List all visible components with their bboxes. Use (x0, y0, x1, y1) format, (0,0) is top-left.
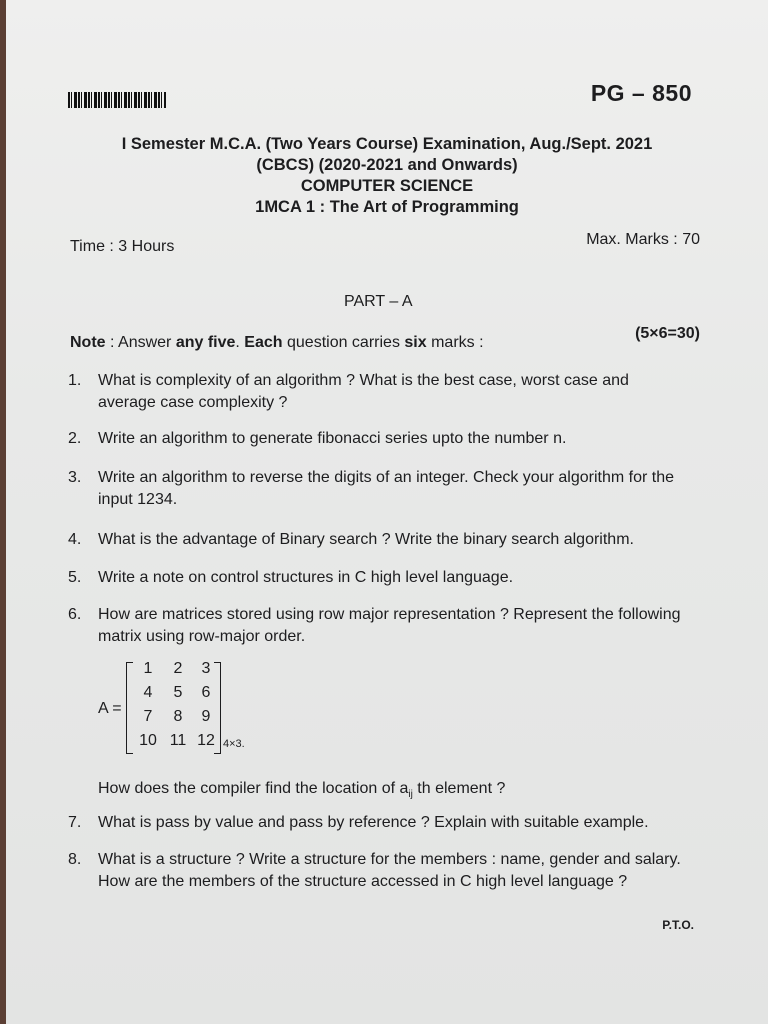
question-text: How are matrices stored using row major representation ? Represent the following matrix using row-major order. (98, 606, 681, 645)
question-3 (68, 467, 688, 511)
page-turn-note: P.T.O. (662, 918, 694, 932)
time-allowed: Time : 3 Hours (70, 238, 175, 255)
question-text: Write a note on control structures in C high level language. (98, 569, 514, 586)
matrix-cell: 5 (173, 684, 183, 701)
matrix-cell: 7 (143, 708, 153, 725)
matrix-cell: 8 (173, 708, 183, 725)
question-2 (68, 428, 688, 450)
note-text: . (235, 334, 245, 351)
question-text: What is pass by value and pass by reference ? Explain with suitable example. (98, 814, 649, 831)
question-4 (68, 529, 688, 551)
subject-title: COMPUTER SCIENCE (300, 177, 474, 195)
matrix-cells (132, 660, 220, 753)
course-title: 1MCA 1 : The Art of Programming (255, 198, 519, 216)
matrix-cell: 11 (169, 732, 187, 749)
matrix-cell: 1 (143, 660, 153, 677)
matrix-cell: 10 (139, 732, 157, 749)
question-number: 7. (68, 814, 82, 831)
note-emphasis: six (404, 334, 427, 351)
scheme-line: (CBCS) (2020-2021 and Onwards) (256, 156, 518, 174)
question-number: 8. (68, 851, 82, 868)
question-number: 5. (68, 569, 82, 586)
paper-code: PG – 850 (590, 80, 692, 106)
note-emphasis: any five (175, 334, 236, 351)
right-bracket (214, 662, 221, 754)
note-label: Note (70, 334, 106, 351)
question-text: Write an algorithm to reverse the digits of an integer. Check your algorithm for the input 1234. (98, 469, 674, 508)
part-heading: PART – A (344, 293, 413, 310)
question-6-followup (98, 780, 505, 800)
instruction-note (70, 334, 484, 352)
section-marks: (5×6=30) (635, 325, 700, 342)
question-text: What is the advantage of Binary search ? Write the binary search algorithm. (98, 531, 634, 548)
barcode-image (68, 92, 166, 108)
exam-paper (6, 0, 768, 1024)
question-7 (68, 812, 688, 834)
note-text: : Answer (105, 334, 176, 351)
matrix-cell: 12 (197, 732, 215, 749)
matrix-a (98, 660, 258, 756)
max-marks: Max. Marks : 70 (586, 231, 700, 248)
followup-text: th element ? (412, 780, 506, 797)
matrix-cell: 2 (173, 660, 183, 677)
question-number: 6. (68, 606, 82, 623)
dimension-text: 4×3 (223, 738, 242, 750)
question-number: 1. (68, 372, 82, 389)
question-number: 2. (68, 430, 82, 447)
question-number: 4. (68, 531, 82, 548)
question-text: What is complexity of an algorithm ? What is the best case, worst case and average case complexity ? (98, 372, 629, 411)
question-text: What is a structure ? Write a structure for the members : name, gender and salary. How are the members of the structure accessed in C high level language ? (98, 851, 681, 890)
followup-text: How does the compiler find the location of a (98, 780, 409, 797)
matrix-cell: 9 (201, 708, 211, 725)
question-8 (68, 849, 688, 893)
matrix-cell: 4 (143, 684, 153, 701)
matrix-dimension (223, 738, 245, 750)
question-number: 3. (68, 469, 82, 486)
note-text: marks : (426, 334, 484, 351)
subscript-ij: ij (408, 789, 413, 801)
question-text: Write an algorithm to generate fibonacci series upto the number n. (98, 430, 567, 447)
dimension-period: . (241, 738, 245, 750)
note-text: question carries (282, 334, 405, 351)
question-6 (68, 604, 688, 648)
note-emphasis: Each (244, 334, 283, 351)
matrix-label: A = (98, 700, 122, 717)
question-1 (68, 370, 688, 414)
exam-title: I Semester M.C.A. (Two Years Course) Examination, Aug./Sept. 2021 (121, 135, 653, 153)
matrix-cell: 6 (201, 684, 211, 701)
question-5 (68, 567, 688, 589)
matrix-cell: 3 (201, 660, 211, 677)
